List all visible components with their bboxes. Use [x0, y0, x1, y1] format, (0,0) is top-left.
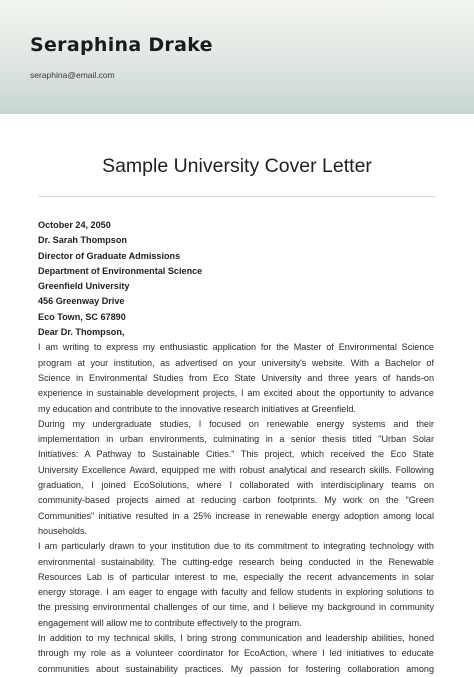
paragraph-line: energy storage. I am eager to engage with faculty and fellow students in exploring solutions to — [38, 587, 434, 598]
paragraph-line: environmental sustainability. The cutting-edge research being conducted in the Renewable — [38, 556, 434, 567]
paragraph-line: my education and contribute to the innovative research initiatives at Greenfield. — [38, 403, 356, 414]
sender-email: seraphina@email.com — [30, 70, 115, 80]
paragraph-line: communities about sustainability practices. My passion for fostering collaboration among — [38, 663, 434, 674]
recipient-university: Greenfield University — [38, 281, 130, 292]
letter-paragraph — [38, 539, 434, 631]
paragraph-line: engagement will allow me to contribute effectively to the program. — [38, 617, 302, 628]
sender-name: Seraphina Drake — [30, 34, 213, 56]
document-title: Sample University Cover Letter — [102, 155, 372, 177]
letter-paragraph — [38, 340, 434, 416]
letter-paragraph — [38, 417, 434, 539]
paragraph-line: In addition to my technical skills, I bring strong communication and leadership abilities, honed — [38, 633, 434, 644]
paragraph-line: implementation in urban environments, culminating in a senior thesis titled "Urban Solar — [38, 434, 434, 445]
paragraph-line: I am particularly drawn to your institution due to its commitment to integrating technology with — [38, 541, 434, 552]
paragraph-line: households. — [38, 525, 88, 536]
letter-paragraph — [38, 631, 434, 677]
paragraph-line: through my role as a volunteer coordinator for EcoAction, where I led initiatives to educate — [38, 648, 434, 659]
letter-date: October 24, 2050 — [38, 220, 111, 230]
paragraph-line: graduation, I joined EcoSolutions, where I collaborated with interdisciplinary teams on — [38, 480, 434, 491]
recipient-name: Dr. Sarah Thompson — [38, 235, 127, 246]
paragraph-line: community-based projects aimed at reducing carbon footprints. My work on the "Green — [38, 495, 434, 506]
divider — [38, 196, 436, 197]
paragraph-line: program at your institution, as advertised on your university's website. With a Bachelor of — [38, 357, 434, 368]
salutation: Dear Dr. Thompson, — [38, 327, 125, 338]
letter-header — [0, 0, 474, 114]
paragraph-line: Resources Lab is of particular interest to me, especially the recent advancements in solar — [38, 571, 434, 582]
letter-paragraphs — [38, 340, 434, 677]
paragraph-line: the pressing environmental challenges of our time, and I believe my background in community — [38, 602, 434, 613]
recipient-department: Department of Environmental Science — [38, 265, 203, 276]
paragraph-line: Initiatives: A Pathway to Sustainable Cities." This project, which received the Eco State — [38, 449, 434, 460]
recipient-street: 456 Greenway Drive — [38, 296, 125, 307]
recipient-city: Eco Town, SC 67890 — [38, 311, 126, 322]
paragraph-line: Science in Environmental Studies from Eco State University and three years of hands-on — [38, 372, 434, 383]
letter-body — [38, 218, 434, 677]
paragraph-line: University Excellence Award, equipped me with robust analytical and research skills. Following — [38, 464, 434, 475]
paragraph-line: During my undergraduate studies, I focused on renewable energy systems and their — [38, 418, 434, 429]
recipient-title: Director of Graduate Admissions — [38, 250, 181, 261]
paragraph-line: Communities" initiative resulted in a 25% increase in renewable energy adoption among local — [38, 510, 434, 521]
paragraph-line: experience in sustainable development projects, I am excited about the opportunity to advance — [38, 388, 434, 399]
paragraph-line: I am writing to express my enthusiastic application for the Master of Environmental Science — [38, 342, 434, 353]
